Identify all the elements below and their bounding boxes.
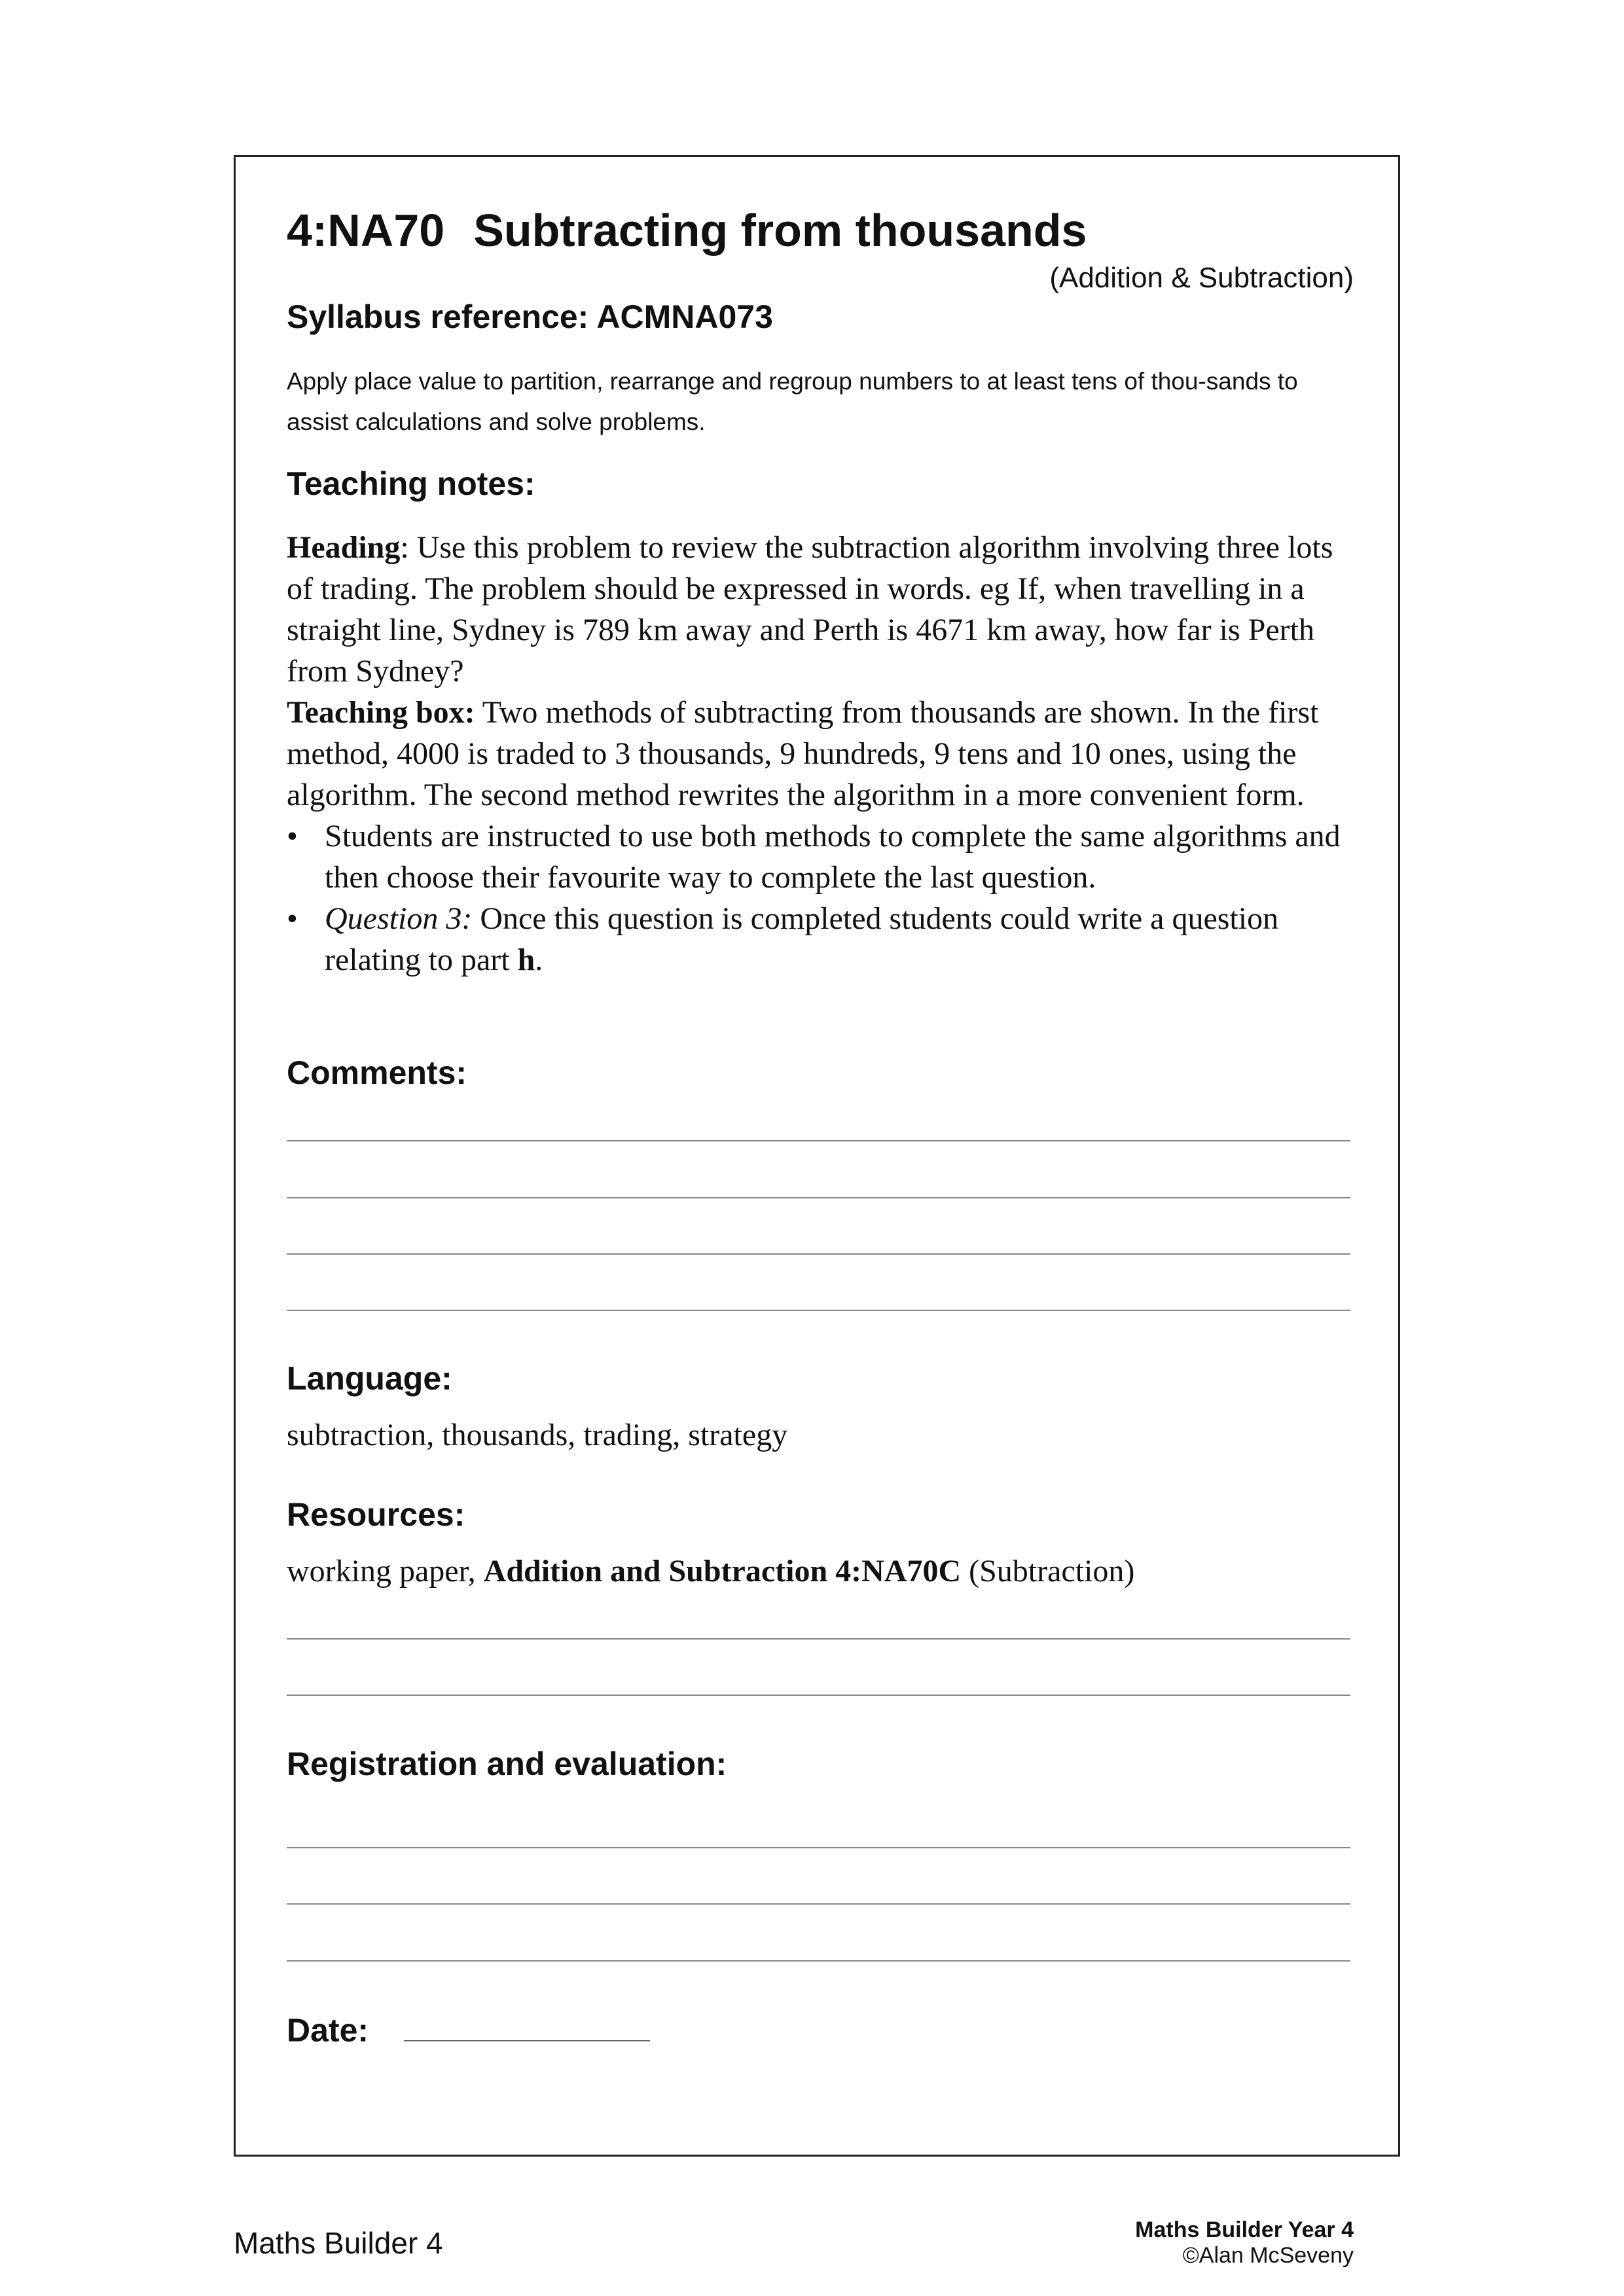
notes-list (287, 816, 1350, 980)
comment-line[interactable] (287, 1310, 1350, 1311)
comment-line[interactable] (287, 1140, 1350, 1141)
footer-book-name: Maths Builder 4 (234, 2226, 443, 2260)
teaching-box-text: Two methods of subtracting from thousands are shown. In the first method, 4000 is traded to 3 thousands, 9 hundreds, 9 tens and 10 ones, using the algorithm. The second method rewrites the algorithm in a more convenient form. (287, 695, 1319, 812)
date-label: Date: (287, 2012, 369, 2049)
footer-copyright: ©Alan McSeveny (1182, 2243, 1354, 2268)
bullet2-term: Question 3: (325, 901, 473, 936)
syllabus-description: Apply place value to partition, rearrange and regroup numbers to at least tens of thou-sands to assist calculations and solve problems. (287, 368, 1298, 435)
registration-line[interactable] (287, 1847, 1350, 1848)
footer-series-title: Maths Builder Year 4 (1135, 2217, 1354, 2242)
resources-heading: Resources: (287, 1496, 465, 1533)
bullet2-text: Once this question is completed students could write a question relating to part (325, 901, 1279, 977)
comment-line[interactable] (287, 1197, 1350, 1198)
lesson-title: Subtracting from thousands (473, 205, 1087, 256)
bullet1-text: Students are instructed to use both methods to complete the same algorithms and then choose their favourite way to complete the last question. (325, 819, 1341, 895)
teaching-notes-heading: Teaching notes: (287, 465, 535, 502)
bullet2-end: . (535, 942, 543, 977)
resources-text (287, 1553, 1134, 1589)
language-heading: Language: (287, 1360, 452, 1397)
teaching-notes-body (287, 527, 1350, 980)
registration-line[interactable] (287, 1903, 1350, 1905)
resources-text-post: (Subtraction) (961, 1554, 1135, 1588)
teaching-box-note (287, 692, 1350, 816)
comment-line[interactable] (287, 1253, 1350, 1255)
heading-note (287, 527, 1350, 692)
bullet2-bold: h (517, 942, 535, 977)
list-item (287, 816, 1350, 898)
resources-line[interactable] (287, 1638, 1350, 1640)
heading-term: Heading (287, 530, 401, 565)
date-line[interactable] (404, 2040, 650, 2041)
page-frame (234, 155, 1400, 2157)
footer-credit (1135, 2217, 1354, 2269)
resources-line[interactable] (287, 1695, 1350, 1696)
registration-heading: Registration and evaluation: (287, 1746, 727, 1782)
subject-label: (Addition & Subtraction) (1049, 262, 1354, 294)
syllabus-heading: Syllabus reference: ACMNA073 (287, 298, 773, 335)
page-title (287, 204, 1087, 257)
comments-heading: Comments: (287, 1054, 467, 1091)
heading-text: : Use this problem to review the subtraction algorithm involving three lots of trading. The problem should be expressed in words. eg If, when travelling in a straight line, Sydney is 789 km away and Perth is 4671 km away, how far is Perth from Sydney? (287, 530, 1333, 689)
language-text: subtraction, thousands, trading, strategy (287, 1418, 788, 1452)
lesson-code: 4:NA70 (287, 205, 445, 256)
registration-line[interactable] (287, 1960, 1350, 1962)
resources-text-bold: Addition and Subtraction 4:NA70C (483, 1554, 962, 1588)
teaching-box-term: Teaching box: (287, 695, 475, 730)
resources-text-pre: working paper, (287, 1554, 484, 1588)
list-item (287, 898, 1350, 980)
